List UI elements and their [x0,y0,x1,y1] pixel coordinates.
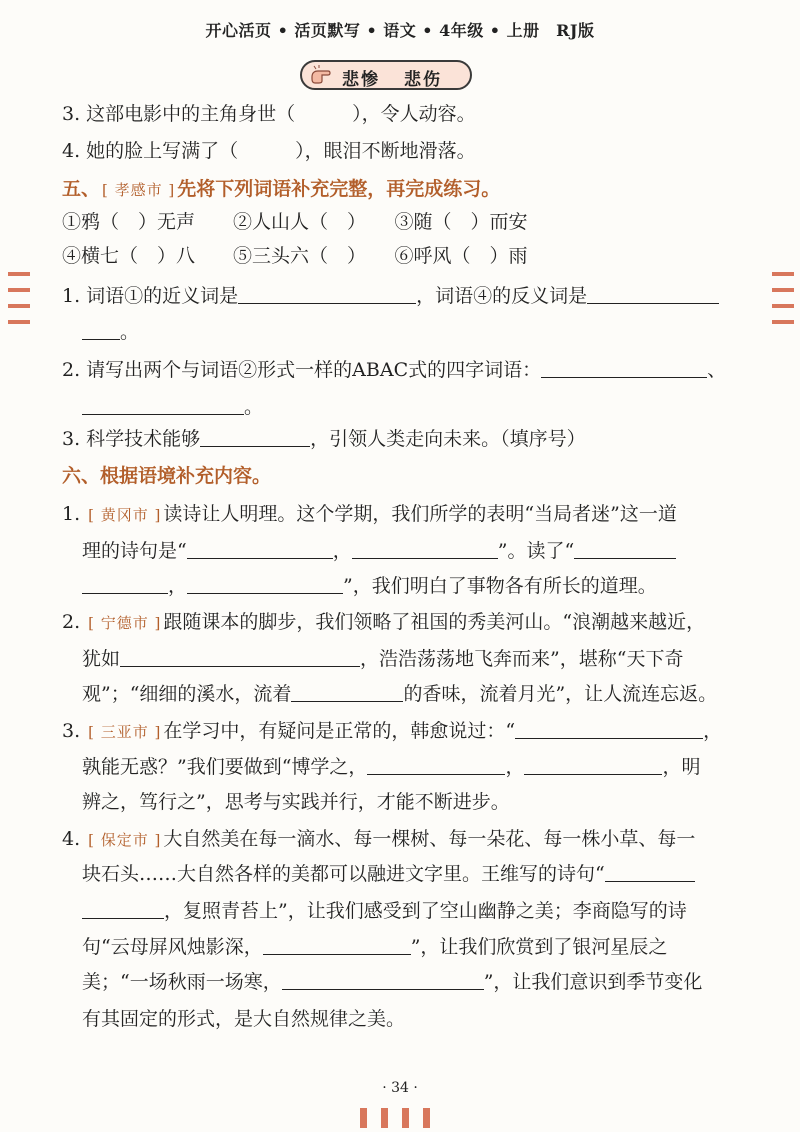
text-line-l3 [62,175,500,204]
text-line-l26 [82,1005,405,1033]
line-text: ， [168,575,188,597]
line-text: 读诗让人明理。这个学期，我们所学的表明“当局者迷”这一道 [163,503,677,525]
line-text: ，引领人类走向未来。（填序号） [310,428,586,450]
text-line-l17 [82,680,717,708]
page-header: 开心活页 • 活页默写 • 语文 • 4年级 • 上册 RJ版 [205,21,595,40]
answer-blank[interactable] [82,394,244,415]
text-line-l20 [82,788,510,816]
badge-word-2: 悲伤 [404,70,442,90]
text-line-l7 [82,318,139,346]
line-text: 美；“一场秋雨一场寒， [82,971,282,993]
answer-blank[interactable] [587,283,719,304]
right-margin-marks [772,272,794,336]
text-line-l1 [62,100,476,128]
page-number: · 34 · [382,1080,418,1096]
text-line-l8 [62,356,726,384]
answer-blank[interactable] [524,754,662,775]
region-tag: [ 保定市 ] [88,831,162,849]
text-line-l10 [62,425,586,453]
text-line-l23 [82,897,687,925]
line-text: 句“云母屏风烛影深， [82,936,263,958]
text-line-l4 [62,208,528,236]
line-text: 辨之，笃行之”，思考与实践并行，才能不断进步。 [82,791,510,813]
answer-blank[interactable] [82,319,120,340]
word-badge [300,60,472,90]
answer-blank[interactable] [574,538,676,559]
line-text: 1. 词语①的近义词是 [62,285,239,307]
line-text: 有其固定的形式，是大自然规律之美。 [82,1008,406,1030]
line-text: 跟随课本的脚步，我们领略了祖国的秀美河山。“浪潮越来越近， [163,611,706,633]
text-line-l16 [82,645,683,673]
answer-blank[interactable] [291,681,403,702]
line-text: ， [505,756,525,778]
region-tag: [ 孝感市 ] [102,181,176,199]
answer-blank[interactable] [605,861,695,882]
line-text: ，浩浩荡荡地飞奔而来”，堪称“天下奇 [360,648,684,670]
line-text: 在学习中，有疑问是正常的，韩愈说过：“ [163,720,516,742]
text-line-l14 [82,572,657,600]
line-text: 3. 这部电影中的主角身世（ ），令人动容。 [62,103,476,125]
line-text: ”，让我们欣赏到了银河星辰之 [410,936,668,958]
line-text: 3. 科学技术能够 [62,428,201,450]
hand-pointer-icon [310,65,332,85]
text-line-l24 [82,933,667,961]
text-line-l11 [62,462,271,490]
line-text: 孰能无惑？”我们要做到“博学之， [82,756,368,778]
region-tag: [ 三亚市 ] [88,723,162,741]
text-line-l19 [82,753,700,781]
text-line-l5 [62,242,528,270]
text-line-l15 [62,608,705,637]
answer-blank[interactable] [238,283,416,304]
answer-blank[interactable] [120,646,360,667]
line-text: ， [703,720,723,742]
line-text: 观”；“细细的溪水，流着 [82,683,292,705]
line-text: 2. [62,611,87,633]
line-text: 五、 [62,178,101,200]
line-text: 块石头……大自然各样的美都可以融进文字里。王维写的诗句“ [82,863,605,885]
bottom-binding-marks [360,1108,444,1132]
text-line-l22 [82,860,695,888]
badge-word-1: 悲惨 [342,70,380,90]
text-line-l21 [62,825,695,854]
answer-blank[interactable] [187,538,333,559]
line-text: 大自然美在每一滴水、每一棵树、每一朵花、每一株小草、每一 [163,828,696,850]
answer-blank[interactable] [200,426,310,447]
line-text: 犹如 [82,648,121,670]
line-text: ④横七（ ）八 ⑤三头六（ ） ⑥呼风（ ）雨 [62,245,528,267]
line-text: 1. [62,503,87,525]
line-text: 4. 她的脸上写满了（ ），眼泪不断地滑落。 [62,140,476,162]
answer-blank[interactable] [282,969,484,990]
line-text: 理的诗句是“ [82,540,187,562]
line-text: 。 [244,396,264,418]
line-text: ①鸦（ ）无声 ②人山人（ ） ③随（ ）而安 [62,211,528,233]
line-text: 2. 请写出两个与词语②形式一样的ABAC式的四字词语： [62,359,542,381]
answer-blank[interactable] [82,898,164,919]
line-text: 。 [120,321,140,343]
line-text: ”。读了“ [497,540,575,562]
answer-blank[interactable] [82,573,168,594]
answer-blank[interactable] [352,538,498,559]
left-margin-marks [8,272,30,336]
text-line-l12 [62,500,677,529]
answer-blank[interactable] [541,357,707,378]
text-line-l9 [82,393,263,421]
text-line-l18 [62,717,722,746]
text-line-l13 [82,537,676,565]
line-text: ，词语④的反义词是 [416,285,588,307]
line-text: ”，我们明白了事物各有所长的道理。 [343,575,657,597]
line-text: 六、根据语境补充内容。 [62,465,272,487]
answer-blank[interactable] [187,573,343,594]
text-line-l25 [82,968,702,996]
line-text: 4. [62,828,87,850]
line-text: ，复照青苔上”，让我们感受到了空山幽静之美；李商隐写的诗 [164,900,687,922]
line-text: ，明 [662,756,701,778]
region-tag: [ 黄冈市 ] [88,506,162,524]
line-text: ”，让我们意识到季节变化 [483,971,703,993]
text-line-l6 [62,282,719,310]
region-tag: [ 宁德市 ] [88,614,162,632]
answer-blank[interactable] [367,754,505,775]
line-text: 先将下列词语补充完整，再完成练习。 [177,178,501,200]
line-text: ， [332,540,352,562]
line-text: 的香味，流着月光”，让人流连忘返。 [403,683,718,705]
answer-blank[interactable] [515,718,703,739]
answer-blank[interactable] [263,934,411,955]
text-line-l2 [62,137,476,165]
line-text: 3. [62,720,87,742]
line-text: 、 [707,359,727,381]
